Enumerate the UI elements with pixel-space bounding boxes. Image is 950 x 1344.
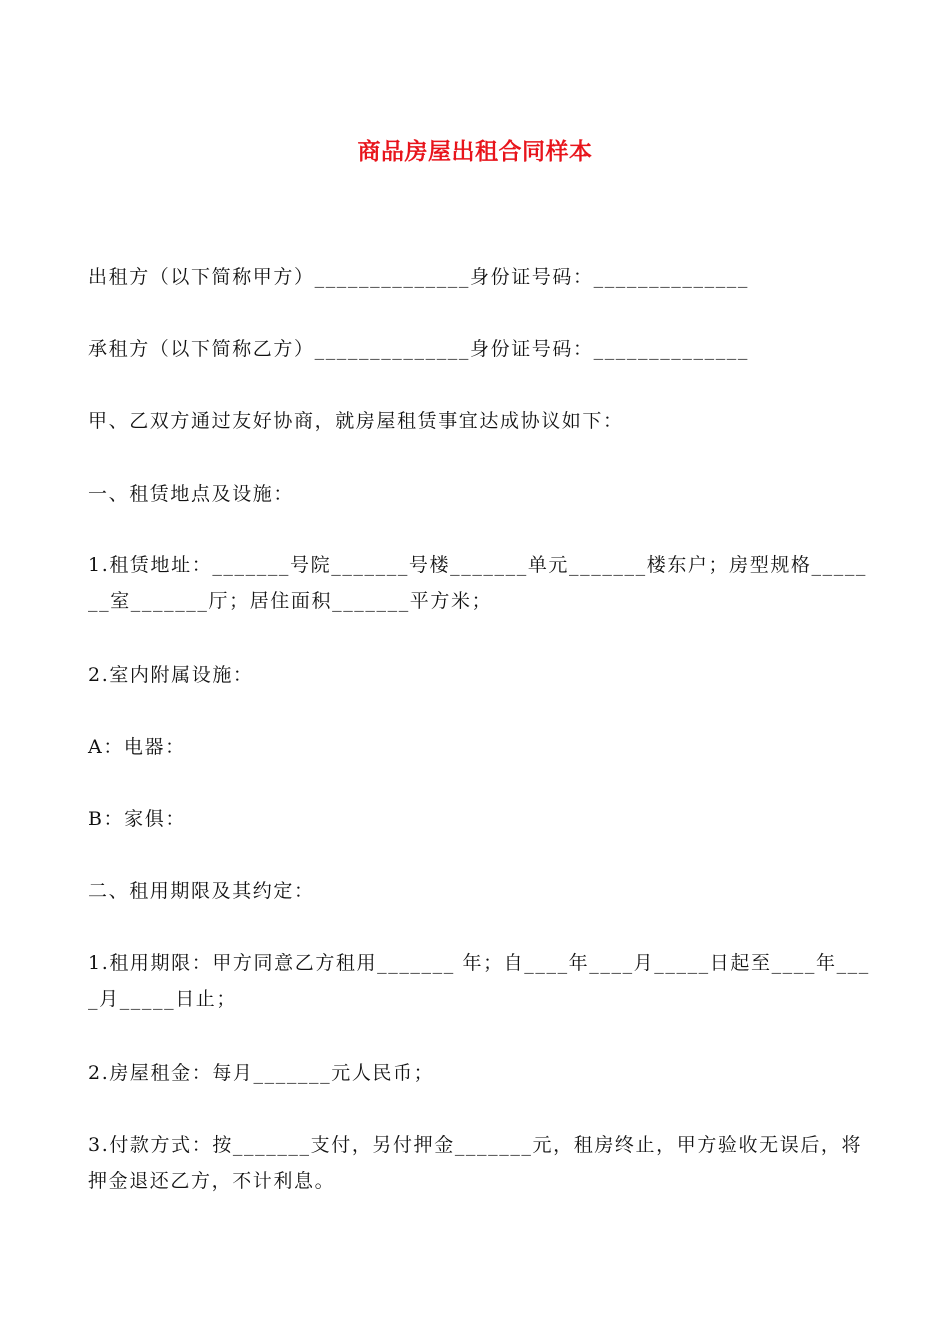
facilities-clause: 2.室内附属设施：: [88, 664, 254, 686]
agreement-intro: 甲、乙双方通过友好协商，就房屋租赁事宜达成协议如下：: [88, 410, 624, 432]
document-title: 商品房屋出租合同样本: [357, 139, 593, 165]
lessee-line: 承租方（以下简称乙方）______________身份证号码：______________: [88, 338, 750, 360]
furniture-item: B：家俱：: [88, 808, 186, 830]
section-1-heading: 一、租赁地点及设施：: [88, 483, 295, 505]
rental-address-clause: 1.租赁地址：_______号院_______号楼_______单元_______楼东户；房型规格_______室_______厅；居住面积_______平方米；: [88, 554, 868, 612]
appliances-item: A：电器：: [88, 736, 186, 758]
payment-clause: 3.付款方式：按_______支付，另付押金_______元，租房终止，甲方验收无误后，将押金退还乙方，不计利息。: [88, 1134, 863, 1192]
lease-term-clause: 1.租用期限：甲方同意乙方租用_______ 年；自____年____月_____日起至____年____月_____日止；: [88, 952, 870, 1010]
lessor-line: 出租方（以下简称甲方）______________身份证号码：______________: [88, 266, 750, 288]
rent-clause: 2.房屋租金：每月_______元人民币；: [88, 1062, 435, 1084]
section-2-heading: 二、租用期限及其约定：: [88, 880, 315, 902]
